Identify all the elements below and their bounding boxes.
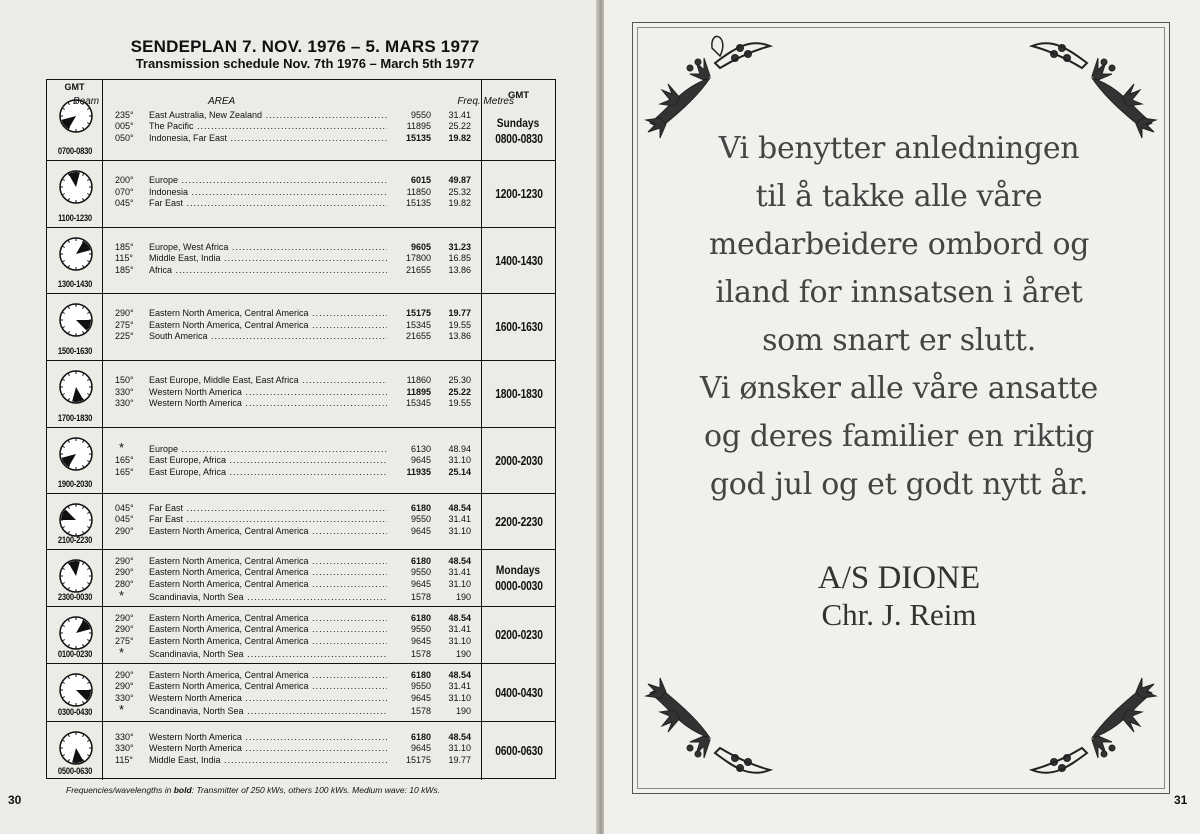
clock-icon: [58, 236, 94, 272]
beam-value: 275°: [115, 319, 134, 330]
beam-value: 330°: [115, 386, 134, 397]
area-value: Western North America .....: [149, 732, 387, 743]
frequency-value: 6130: [410, 443, 431, 454]
metres-value: 25.32: [448, 186, 471, 197]
frequency-entry: [115, 704, 471, 717]
gmt-time: 0200-0230: [494, 628, 543, 642]
clock-cell: [47, 722, 103, 780]
frequency-value: 9550: [410, 514, 431, 525]
beam-value: 045°: [115, 514, 134, 525]
beam-value: 185°: [115, 241, 134, 252]
clock-icon: [58, 672, 94, 708]
frequency-value: 6180: [410, 731, 431, 742]
area-value: East Australia, New Zealand .....: [149, 110, 387, 121]
metres-value: 190: [455, 592, 471, 603]
schedule-subtitle: Transmission schedule Nov. 7th 1976 – March 5th 1977: [135, 56, 475, 71]
frequency-list: [115, 439, 471, 478]
frequency-value: 11895: [406, 386, 431, 397]
area-value: Eastern North America, Central America .....: [149, 670, 387, 681]
metres-value: 31.41: [448, 110, 471, 120]
beam-value: 280°: [115, 578, 134, 589]
frequency-value: 9645: [410, 578, 431, 589]
frequency-list: [115, 375, 471, 409]
frequency-value: 11895: [406, 121, 431, 132]
area-value: Far East .....: [149, 198, 387, 209]
greeting-line: Vi ønsker alle våre ansatte: [700, 371, 1098, 406]
clock-time-label: 0700-0830: [57, 146, 93, 157]
beam-value: 290°: [115, 624, 134, 635]
schedule-row: [47, 161, 555, 228]
greeting-text: [644, 125, 1154, 509]
frequency-value: 11935: [406, 466, 431, 477]
frequency-value: 9550: [410, 110, 431, 120]
area-value: Scandinavia, North Sea .....: [149, 649, 387, 660]
frequency-entry: [115, 308, 471, 319]
clock-icon: [58, 302, 94, 338]
metres-value: 31.41: [448, 514, 471, 525]
beam-value: 330°: [115, 398, 134, 409]
gmt-cell: [481, 428, 555, 493]
greeting-line: god jul og et godt nytt år.: [709, 467, 1089, 502]
beam-value: *: [119, 588, 125, 604]
gmt-header-right: GMT: [507, 90, 530, 101]
clock-icon: [58, 369, 94, 405]
frequency-value: 6015: [410, 175, 431, 186]
metres-value: 190: [455, 706, 471, 717]
metres-value: 19.82: [448, 132, 471, 143]
clock-time-label: 1900-2030: [57, 479, 93, 490]
frequency-entry: [115, 590, 471, 603]
metres-value: 25.22: [448, 121, 471, 132]
frequency-entry: [115, 187, 471, 198]
beam-value: 235°: [115, 110, 134, 120]
holly-ornament-bottom-left: [640, 668, 790, 788]
schedule-row: [47, 80, 555, 161]
metres-value: 31.10: [448, 455, 471, 466]
clock-time-label: 1100-1230: [58, 213, 92, 224]
frequency-entry: [115, 398, 471, 409]
clock-time-label: 1500-1630: [57, 346, 93, 357]
gmt-time: 2000-2030: [494, 453, 543, 468]
area-value: Western North America .....: [149, 693, 387, 704]
frequency-list: [115, 110, 471, 144]
metres-value: 31.41: [448, 567, 471, 578]
area-value: Eastern North America, Central America .....: [149, 308, 387, 319]
area-value: Eastern North America, Central America .....: [149, 613, 387, 624]
gmt-cell: [481, 228, 555, 293]
frequency-value: 6180: [410, 670, 431, 680]
metres-value: 48.54: [448, 613, 471, 623]
gmt-time: 1600-1630: [494, 320, 543, 334]
frequency-entry: [115, 439, 471, 455]
frequency-list: [115, 503, 471, 537]
frequency-value: 9645: [410, 525, 431, 536]
area-value: Scandinavia, North Sea .....: [149, 706, 387, 717]
holly-ornament-bottom-right: [1012, 668, 1162, 788]
schedule-row: [47, 607, 555, 664]
beam-value: *: [119, 702, 125, 718]
frequency-value: 11860: [406, 375, 431, 386]
area-value: Western North America .....: [149, 743, 387, 754]
frequency-list: [115, 308, 471, 342]
area-value: Africa .....: [149, 265, 387, 276]
frequency-entry: [115, 624, 471, 635]
schedule-row: [47, 722, 555, 780]
gmt-time: 0000-0030: [494, 579, 543, 593]
area-value: Eastern North America, Central America .....: [149, 556, 387, 567]
frequency-entry: [115, 670, 471, 681]
beam-value: *: [119, 439, 125, 455]
schedule-title: SENDEPLAN 7. NOV. 1976 – 5. MARS 1977: [130, 37, 480, 56]
metres-value: 31.41: [448, 624, 471, 635]
frequency-value: 15135: [405, 132, 431, 143]
beam-value: 185°: [115, 264, 134, 275]
frequency-list: [115, 242, 471, 276]
frequency-value: 9550: [410, 681, 431, 692]
frequency-value: 15135: [405, 198, 431, 209]
frequency-entry: [115, 121, 471, 132]
frequency-value: 9645: [410, 743, 431, 754]
gmt-cell: [481, 294, 555, 360]
greeting-line: medarbeidere ombord og: [708, 227, 1090, 262]
page-number-left: 30: [8, 793, 22, 807]
clock-cell: [47, 228, 103, 293]
area-value: Eastern North America, Central America .....: [149, 526, 387, 537]
metres-value: 13.86: [448, 264, 471, 275]
area-value: East Europe, Africa .....: [149, 455, 387, 466]
frequency-entry: [115, 265, 471, 276]
frequency-list: [115, 732, 471, 766]
page-number-right: 31: [1174, 793, 1188, 807]
frequency-list: [115, 175, 471, 209]
beam-value: 290°: [115, 525, 134, 536]
frequency-value: 9550: [410, 567, 431, 578]
greeting-line: til å takke alle våre: [755, 179, 1043, 214]
beam-value: 275°: [115, 635, 134, 646]
clock-cell: [47, 80, 103, 160]
gmt-cell: [481, 80, 555, 160]
gmt-time: 0600-0630: [494, 744, 543, 758]
frequency-value: 11850: [406, 186, 431, 197]
gmt-time: 0800-0830: [494, 132, 543, 146]
area-value: East Europe, Middle East, East Africa .....: [149, 375, 387, 386]
frequency-value: 1578: [410, 706, 431, 717]
frequency-entry: [115, 681, 471, 692]
beam-value: 165°: [115, 455, 134, 466]
clock-icon: [58, 502, 94, 538]
frequency-list: [115, 556, 471, 604]
metres-value: 31.10: [448, 578, 471, 589]
clock-cell: [47, 294, 103, 360]
frequency-entry: [115, 647, 471, 660]
frequency-entry: [115, 636, 471, 647]
company-owner: Chr. J. Reim: [821, 597, 977, 632]
clock-time-label: 0300-0430: [57, 707, 93, 718]
frequency-value: 9645: [410, 635, 431, 646]
right-page: [604, 0, 1200, 834]
gmt-header-left: GMT: [64, 82, 85, 92]
frequency-entry: [115, 743, 471, 754]
metres-value: 25.22: [448, 386, 471, 397]
greeting-line: iland for innsatsen i året: [715, 275, 1083, 310]
clock-cell: [47, 161, 103, 227]
area-value: Indonesia .....: [149, 187, 387, 198]
frequency-entry: [115, 503, 471, 514]
frequency-value: 1578: [410, 649, 431, 660]
clock-time-label: 1300-1430: [57, 279, 93, 290]
clock-time-label: 2300-0030: [57, 592, 93, 603]
schedule-row: [47, 361, 555, 428]
clock-cell: [47, 607, 103, 663]
metres-value: 48.54: [448, 502, 471, 513]
frequency-list: [115, 670, 471, 718]
frequency-entry: [115, 175, 471, 186]
frequency-value: 15345: [405, 398, 431, 409]
metres-value: 48.54: [448, 731, 471, 742]
clock-time-label: 1700-1830: [57, 413, 93, 424]
clock-icon: [58, 436, 94, 472]
metres-value: 16.85: [448, 253, 471, 264]
area-value: Far East .....: [149, 503, 387, 514]
beam-value: 330°: [115, 731, 134, 742]
area-value: Eastern North America, Central America .....: [149, 320, 387, 331]
metres-value: 31.10: [448, 743, 471, 754]
left-page: [0, 0, 598, 834]
beam-value: 330°: [115, 743, 134, 754]
frequency-value: 17800: [405, 253, 431, 264]
frequency-value: 9645: [410, 692, 431, 703]
greeting-line: Vi benytter anledningen: [718, 131, 1080, 166]
area-value: Eastern North America, Central America .....: [149, 624, 387, 635]
area-value: East Europe, Africa .....: [149, 467, 387, 478]
beam-value: 070°: [115, 186, 134, 197]
beam-value: 150°: [115, 375, 134, 386]
company-name: A/S DIONE: [817, 560, 981, 596]
gmt-cell: [481, 161, 555, 227]
clock-cell: [47, 664, 103, 721]
frequency-entry: [115, 755, 471, 766]
clock-cell: [47, 428, 103, 493]
gmt-cell: [481, 607, 555, 663]
beam-value: 225°: [115, 331, 134, 342]
frequency-entry: [115, 526, 471, 537]
area-value: South America .....: [149, 331, 387, 342]
beam-value: 290°: [115, 567, 134, 578]
frequency-value: 6180: [410, 556, 431, 566]
clock-icon: [58, 169, 94, 205]
frequency-value: 15345: [405, 319, 431, 330]
area-value: Middle East, India .....: [149, 755, 387, 766]
area-value: Eastern North America, Central America .....: [149, 636, 387, 647]
clock-time-label: 0500-0630: [57, 766, 93, 777]
frequency-entry: [115, 110, 471, 121]
metres-value: 31.41: [448, 681, 471, 692]
beam-value: 115°: [115, 253, 133, 264]
clock-cell: [47, 550, 103, 606]
metres-value: 25.14: [448, 466, 471, 477]
frequency-value: 6180: [410, 613, 431, 623]
day-label: Sundays: [497, 116, 540, 130]
area-value: Eastern North America, Central America .....: [149, 681, 387, 692]
area-value: Eastern North America, Central America .....: [149, 567, 387, 578]
header-freq: Freq. Metres: [457, 96, 514, 107]
frequency-value: 1578: [410, 592, 431, 603]
area-value: Western North America .....: [149, 398, 387, 409]
frequency-value: 15175: [405, 308, 431, 319]
metres-value: 190: [455, 649, 471, 660]
beam-value: 290°: [115, 670, 134, 680]
metres-value: 25.30: [448, 375, 471, 386]
frequency-value: 9605: [410, 241, 431, 252]
greeting-line: og deres familier en riktig: [703, 419, 1095, 454]
metres-value: 13.86: [448, 331, 471, 342]
frequency-value: 15175: [405, 754, 431, 765]
metres-value: 49.87: [448, 175, 471, 186]
area-value: Far East .....: [149, 514, 387, 525]
schedule-row: [47, 494, 555, 550]
metres-value: 31.10: [448, 692, 471, 703]
gmt-time: 1400-1430: [494, 253, 543, 268]
day-label: Mondays: [496, 563, 541, 577]
area-value: Scandinavia, North Sea .....: [149, 592, 387, 603]
gmt-time: 1200-1230: [494, 187, 543, 201]
frequency-entry: [115, 242, 471, 253]
frequency-value: 6180: [410, 502, 431, 513]
header-beam: Beam: [73, 96, 100, 107]
metres-value: 19.77: [448, 308, 471, 319]
frequency-entry: [115, 331, 471, 342]
clock-icon: [58, 558, 94, 594]
metres-value: 19.77: [448, 754, 471, 765]
metres-value: 31.10: [448, 635, 471, 646]
gmt-cell: [481, 550, 555, 606]
area-value: The Pacific .....: [149, 121, 387, 132]
clock-time-label: 0100-0230: [57, 649, 93, 660]
footnote: Frequencies/wavelengths in bold: Transmitter of 250 kWs, others 100 kWs. Medium wave: 10 kWs.: [66, 785, 440, 795]
area-value: Eastern North America, Central America .....: [149, 579, 387, 590]
beam-value: 050°: [115, 132, 134, 143]
clock-icon: [58, 730, 94, 766]
beam-value: 330°: [115, 692, 134, 703]
frequency-entry: [115, 387, 471, 398]
gmt-cell: [481, 494, 555, 549]
frequency-entry: [115, 198, 471, 209]
area-value: Europe .....: [149, 444, 387, 455]
schedule-row: [47, 228, 555, 294]
frequency-entry: [115, 133, 471, 144]
greeting-line: som snart er slutt.: [762, 323, 1036, 358]
beam-value: 290°: [115, 681, 134, 692]
frequency-entry: [115, 375, 471, 386]
area-value: Europe, West Africa .....: [149, 242, 387, 253]
clock-cell: [47, 361, 103, 427]
frequency-entry: [115, 320, 471, 331]
gmt-time: 0400-0430: [494, 685, 543, 700]
area-value: Europe .....: [149, 175, 387, 186]
frequency-value: 21655: [405, 331, 431, 342]
schedule-row: [47, 294, 555, 361]
beam-value: 290°: [115, 613, 134, 623]
metres-value: 19.82: [448, 198, 471, 209]
frequency-entry: [115, 556, 471, 567]
frequency-list: [115, 613, 471, 661]
gmt-cell: [481, 722, 555, 780]
frequency-value: 9645: [410, 455, 431, 466]
schedule-table: [46, 79, 556, 779]
schedule-row: [47, 664, 555, 722]
frequency-entry: [115, 567, 471, 578]
beam-value: 045°: [115, 198, 134, 209]
metres-value: 48.54: [448, 670, 471, 680]
area-value: Middle East, India .....: [149, 253, 387, 264]
beam-value: 290°: [115, 308, 134, 319]
frequency-entry: [115, 579, 471, 590]
beam-value: 200°: [115, 175, 134, 186]
beam-value: *: [119, 645, 125, 661]
metres-value: 31.23: [448, 241, 471, 252]
frequency-entry: [115, 467, 471, 478]
clock-cell: [47, 494, 103, 549]
header-area: AREA: [208, 96, 236, 107]
gmt-cell: [481, 361, 555, 427]
frequency-entry: [115, 455, 471, 466]
frequency-value: 9550: [410, 624, 431, 635]
frequency-entry: [115, 732, 471, 743]
frequency-entry: [115, 613, 471, 624]
gmt-cell: [481, 664, 555, 721]
beam-value: 045°: [115, 502, 134, 513]
frequency-value: 21655: [405, 264, 431, 275]
metres-value: 19.55: [448, 398, 471, 409]
schedule-row: [47, 428, 555, 494]
clock-time-label: 2100-2230: [57, 535, 93, 546]
metres-value: 31.10: [448, 525, 471, 536]
frequency-entry: [115, 253, 471, 264]
beam-value: 005°: [115, 121, 134, 132]
beam-value: 165°: [115, 466, 134, 477]
frequency-entry: [115, 693, 471, 704]
frequency-entry: [115, 514, 471, 525]
gmt-time: 2200-2230: [494, 514, 543, 529]
metres-value: 48.94: [448, 443, 471, 454]
schedule-row: [47, 550, 555, 607]
clock-icon: [58, 615, 94, 651]
area-value: Indonesia, Far East .....: [149, 133, 387, 144]
metres-value: 19.55: [448, 319, 471, 330]
beam-value: 290°: [115, 556, 134, 566]
metres-value: 48.54: [448, 556, 471, 566]
beam-value: 115°: [115, 754, 133, 765]
gmt-time: 1800-1830: [494, 387, 543, 401]
area-value: Western North America .....: [149, 387, 387, 398]
